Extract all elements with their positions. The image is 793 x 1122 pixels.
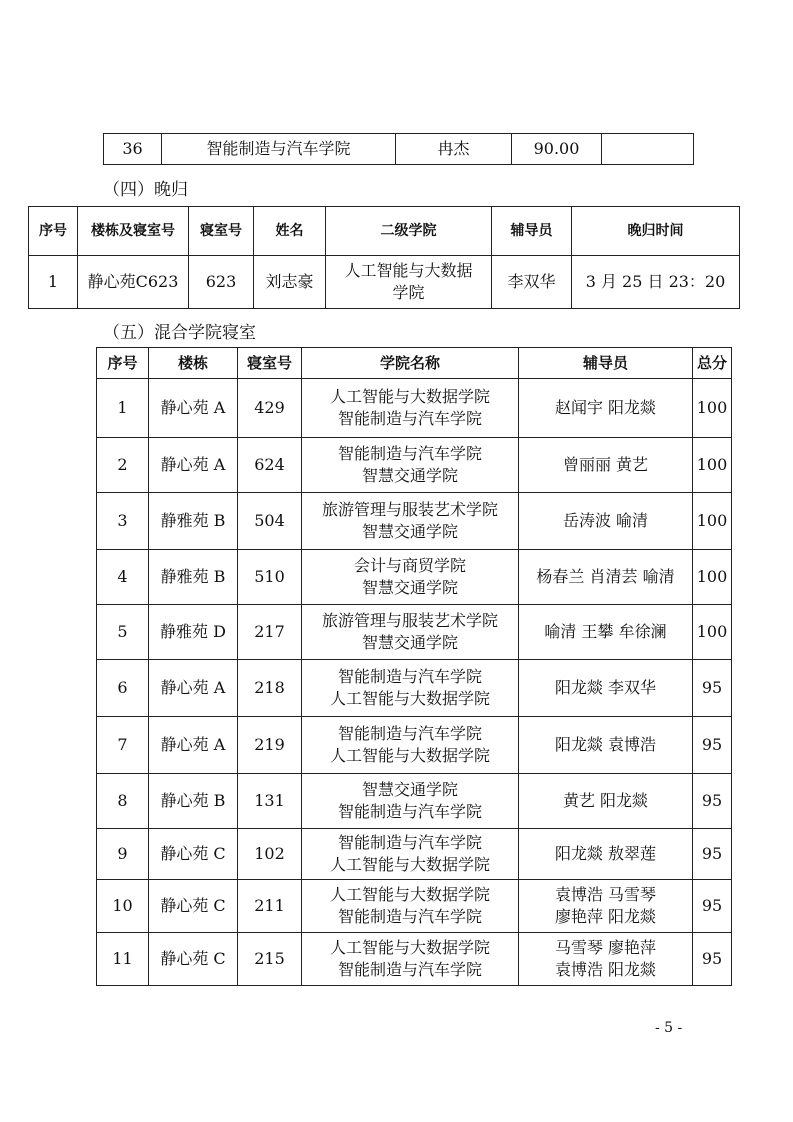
- table-row: [97, 880, 732, 933]
- cell-building: 静心苑 A: [149, 438, 238, 493]
- cell-colleges: [302, 379, 519, 438]
- cell-seq: 4: [97, 550, 149, 605]
- header-cell: 二级学院: [326, 207, 492, 256]
- cell-time: 3 月 25 日 23：20: [572, 256, 740, 309]
- cell-colleges-line: 人工智能与大数据学院: [329, 855, 490, 874]
- table-row: [97, 717, 732, 774]
- cell-counselors: [519, 605, 693, 660]
- cell-room: 429: [238, 379, 302, 438]
- cell-score: 100: [693, 493, 732, 550]
- cell-colleges-line: 旅游管理与服装艺术学院: [321, 500, 498, 519]
- cell-room: 102: [238, 829, 302, 880]
- cell-counselor: 李双华: [492, 256, 572, 309]
- mixed-dorms-table: [96, 347, 732, 986]
- cell-counselors-line: 阳龙燚 袁博浩: [554, 735, 657, 754]
- cell-seq: 1: [97, 379, 149, 438]
- cell-seq: 11: [97, 933, 149, 986]
- cell-college: [326, 256, 492, 309]
- cell-seq: 36: [104, 134, 162, 165]
- cell-seq: 2: [97, 438, 149, 493]
- header-cell: 序号: [97, 348, 149, 379]
- header-cell: 晚归时间: [572, 207, 740, 256]
- header-cell: 序号: [29, 207, 78, 256]
- cell-colleges-line: 智慧交通学院: [361, 522, 458, 541]
- cell-counselors: [519, 438, 693, 493]
- cell-counselors-line: 曾丽丽 黄艺: [562, 455, 649, 474]
- cell-colleges-line: 人工智能与大数据学院: [329, 746, 490, 765]
- cell-building: 静心苑 A: [149, 660, 238, 717]
- cell-seq: 5: [97, 605, 149, 660]
- cell-room: 510: [238, 550, 302, 605]
- cell-building: 静心苑 C: [149, 880, 238, 933]
- cell-seq: 8: [97, 774, 149, 829]
- cell-counselors-line: 廖艳萍 阳龙燚: [554, 907, 657, 926]
- cell-counselors: [519, 550, 693, 605]
- cell-room: 218: [238, 660, 302, 717]
- cell-colleges-line: 智能制造与汽车学院: [337, 667, 482, 686]
- section-title-late-return: （四）晚归: [103, 180, 188, 200]
- cell-colleges-line: 智能制造与汽车学院: [337, 444, 482, 463]
- cell-counselors: [519, 933, 693, 986]
- cell-score: 90.00: [512, 134, 602, 165]
- cell-name: 刘志豪: [254, 256, 326, 309]
- cell-seq: 6: [97, 660, 149, 717]
- cell-score: 95: [693, 774, 732, 829]
- header-cell: 总分: [693, 348, 732, 379]
- cell-colleges-line: 智慧交通学院: [361, 633, 458, 652]
- cell-seq: 7: [97, 717, 149, 774]
- cell-building-room: 静心苑C623: [78, 256, 189, 309]
- cell-building: 静雅苑 D: [149, 605, 238, 660]
- cell-colleges-line: 人工智能与大数据学院: [329, 885, 490, 904]
- cell-colleges-line: 智能制造与汽车学院: [337, 802, 482, 821]
- cell-counselors: [519, 379, 693, 438]
- cell-counselors: [519, 774, 693, 829]
- header-cell: 楼栋及寝室号: [78, 207, 189, 256]
- cell-counselors-line: 黄艺 阳龙燚: [562, 791, 649, 810]
- cell-colleges-line: 会计与商贸学院: [353, 556, 466, 575]
- cell-seq: 3: [97, 493, 149, 550]
- cell-colleges: [302, 880, 519, 933]
- header-cell: 学院名称: [302, 348, 519, 379]
- cell-colleges-line: 智能制造与汽车学院: [337, 724, 482, 743]
- header-cell: 寝室号: [189, 207, 254, 256]
- cell-colleges-line: 智慧交通学院: [361, 780, 458, 799]
- cell-counselors-line: 阳龙燚 李双华: [554, 678, 657, 697]
- cell-score: 100: [693, 605, 732, 660]
- table-header-row: [29, 207, 740, 256]
- page-number: - 5 -: [655, 1020, 683, 1036]
- cell-seq: 10: [97, 880, 149, 933]
- table-row: [97, 829, 732, 880]
- cell-building: 静心苑 A: [149, 379, 238, 438]
- table-row: [29, 256, 740, 309]
- cell-score: 95: [693, 933, 732, 986]
- header-cell: 辅导员: [519, 348, 693, 379]
- table-row: [97, 774, 732, 829]
- cell-counselors: [519, 880, 693, 933]
- cell-room: 211: [238, 880, 302, 933]
- cell-building: 静心苑 A: [149, 717, 238, 774]
- cell-score: 100: [693, 379, 732, 438]
- cell-room: 624: [238, 438, 302, 493]
- header-cell: 寝室号: [238, 348, 302, 379]
- cell-room: 504: [238, 493, 302, 550]
- cell-counselors: [519, 829, 693, 880]
- continued-table: [103, 133, 694, 165]
- cell-colleges: [302, 438, 519, 493]
- table-row: [97, 605, 732, 660]
- table-row: [97, 379, 732, 438]
- cell-seq: 9: [97, 829, 149, 880]
- cell-building: 静心苑 B: [149, 774, 238, 829]
- section-title-mixed-dorms: （五）混合学院寝室: [103, 323, 256, 343]
- cell-college: 智能制造与汽车学院: [162, 134, 396, 165]
- cell-building: 静雅苑 B: [149, 550, 238, 605]
- cell-colleges: [302, 717, 519, 774]
- cell-colleges: [302, 550, 519, 605]
- header-cell: 辅导员: [492, 207, 572, 256]
- cell-counselors-line: 岳涛波 喻清: [562, 511, 649, 530]
- table-row: [97, 438, 732, 493]
- cell-colleges-line: 人工智能与大数据学院: [329, 938, 490, 957]
- cell-counselors: [519, 493, 693, 550]
- cell-counselors-line: 阳龙燚 敖翠莲: [554, 844, 657, 863]
- college-line: 学院: [392, 283, 425, 302]
- cell-colleges: [302, 774, 519, 829]
- cell-counselors: [519, 660, 693, 717]
- cell-score: 95: [693, 880, 732, 933]
- cell-room: 623: [189, 256, 254, 309]
- cell-extra: [602, 134, 694, 165]
- cell-name: 冉杰: [396, 134, 512, 165]
- college-line: 人工智能与大数据: [344, 261, 473, 280]
- table-row: [97, 550, 732, 605]
- cell-seq: 1: [29, 256, 78, 309]
- cell-colleges: [302, 605, 519, 660]
- cell-colleges-line: 智能制造与汽车学院: [337, 907, 482, 926]
- header-cell: 姓名: [254, 207, 326, 256]
- cell-colleges: [302, 660, 519, 717]
- late-return-table: [28, 206, 740, 309]
- cell-counselors-line: 喻清 王攀 牟徐澜: [544, 622, 667, 641]
- cell-counselors: [519, 717, 693, 774]
- table-row: [104, 134, 694, 165]
- cell-score: 95: [693, 829, 732, 880]
- cell-colleges-line: 智慧交通学院: [361, 578, 458, 597]
- cell-counselors-line: 杨春兰 肖清芸 喻清: [536, 567, 675, 586]
- table-row: [97, 493, 732, 550]
- cell-counselors-line: 赵闻宇 阳龙燚: [554, 398, 657, 417]
- cell-colleges-line: 智能制造与汽车学院: [337, 409, 482, 428]
- cell-building: 静雅苑 B: [149, 493, 238, 550]
- table-header-row: [97, 348, 732, 379]
- cell-colleges: [302, 933, 519, 986]
- cell-score: 95: [693, 717, 732, 774]
- cell-counselors-line: 马雪琴 廖艳萍: [554, 938, 657, 957]
- cell-score: 95: [693, 660, 732, 717]
- cell-colleges-line: 旅游管理与服装艺术学院: [321, 611, 498, 630]
- cell-room: 219: [238, 717, 302, 774]
- cell-room: 131: [238, 774, 302, 829]
- cell-colleges-line: 智慧交通学院: [361, 466, 458, 485]
- cell-room: 215: [238, 933, 302, 986]
- cell-building: 静心苑 C: [149, 829, 238, 880]
- cell-colleges-line: 智能制造与汽车学院: [337, 833, 482, 852]
- cell-colleges-line: 人工智能与大数据学院: [329, 387, 490, 406]
- cell-colleges-line: 智能制造与汽车学院: [337, 960, 482, 979]
- cell-counselors-line: 袁博浩 马雪琴: [554, 885, 657, 904]
- cell-colleges-line: 人工智能与大数据学院: [329, 689, 490, 708]
- cell-counselors-line: 袁博浩 阳龙燚: [554, 960, 657, 979]
- cell-colleges: [302, 493, 519, 550]
- cell-colleges: [302, 829, 519, 880]
- cell-score: 100: [693, 438, 732, 493]
- cell-room: 217: [238, 605, 302, 660]
- header-cell: 楼栋: [149, 348, 238, 379]
- table-row: [97, 933, 732, 986]
- cell-score: 100: [693, 550, 732, 605]
- cell-building: 静心苑 C: [149, 933, 238, 986]
- table-row: [97, 660, 732, 717]
